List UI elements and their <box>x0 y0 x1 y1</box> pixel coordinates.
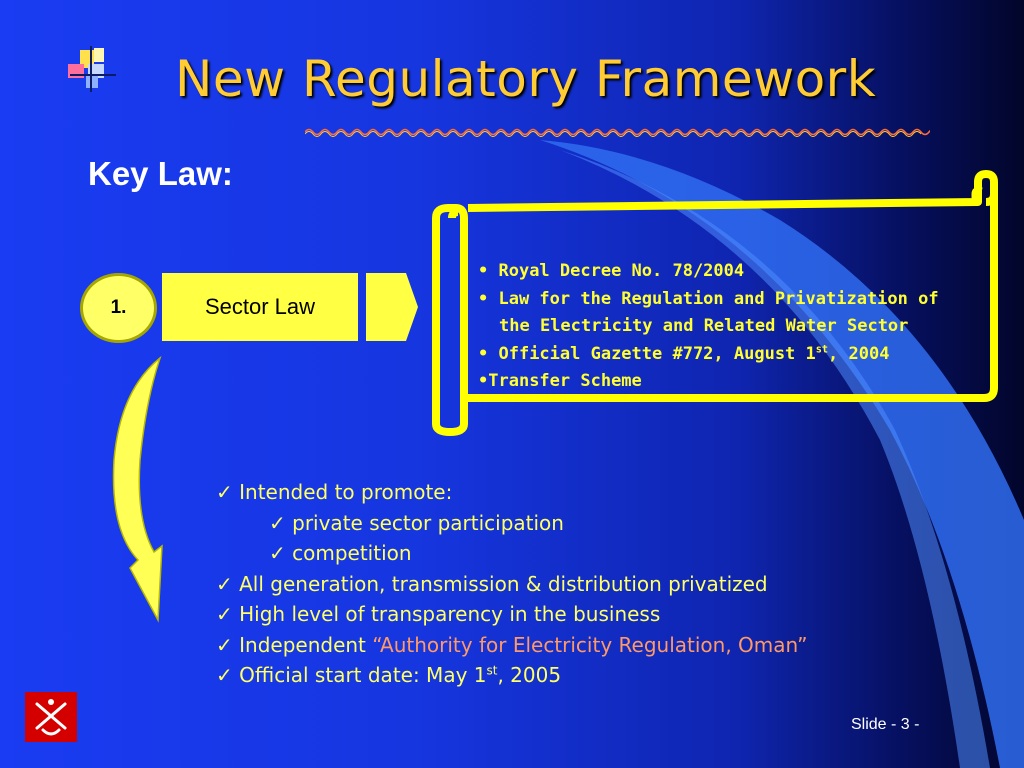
authority-name: “Authority for Electricity Regulation, Oman” <box>372 632 808 657</box>
title-wavy-underline <box>305 126 930 138</box>
list-item: ✓ Intended to promote: <box>216 480 453 504</box>
oman-emblem-icon <box>25 692 77 742</box>
scroll-line: • Royal Decree No. 78/2004 <box>478 261 745 281</box>
sector-law-box: Sector Law <box>162 273 358 341</box>
checkmark-icon: ✓ <box>216 571 240 596</box>
list-item: ✓ competition <box>269 541 412 565</box>
scroll-line: the Electricity and Related Water Sector <box>499 316 909 336</box>
scroll-line: • Law for the Regulation and Privatization of <box>478 288 939 309</box>
list-item: ✓ All generation, transmission & distribution privatized <box>216 571 768 596</box>
list-item: ✓ High level of transparency in the business <box>216 602 661 626</box>
step-number-badge: 1. <box>80 273 157 343</box>
checkmark-icon: ✓ <box>216 632 240 657</box>
scroll-content <box>478 258 939 396</box>
chevron-arrow-icon <box>366 273 420 341</box>
list-item: ✓ Official start date: May 1st, 2005 <box>216 663 562 687</box>
scroll-line: •Transfer Scheme <box>478 371 642 391</box>
bullet-list <box>216 477 807 691</box>
checkmark-icon: ✓ <box>216 663 240 687</box>
list-item: ✓ Independent “Authority for Electricity Regulation, Oman” <box>216 632 808 657</box>
bullet-dot-icon: • <box>478 288 499 309</box>
checkmark-icon: ✓ <box>216 602 240 626</box>
section-heading: Key Law: <box>88 155 233 192</box>
bullet-dot-icon: • <box>478 343 499 364</box>
curved-arrow-icon <box>100 350 180 640</box>
checkmark-icon: ✓ <box>269 541 293 565</box>
scroll-line: • Official Gazette #772, August 1st, 2004 <box>478 343 890 364</box>
slide-number: Slide - 3 - <box>851 716 920 733</box>
logo-squares-icon <box>66 46 122 94</box>
bullet-dot-icon: • <box>478 371 489 391</box>
page-title: New Regulatory Framework <box>175 50 877 108</box>
bullet-dot-icon: • <box>478 261 499 281</box>
checkmark-icon: ✓ <box>269 510 293 535</box>
checkmark-icon: ✓ <box>216 480 240 504</box>
list-item: ✓ private sector participation <box>269 510 564 535</box>
